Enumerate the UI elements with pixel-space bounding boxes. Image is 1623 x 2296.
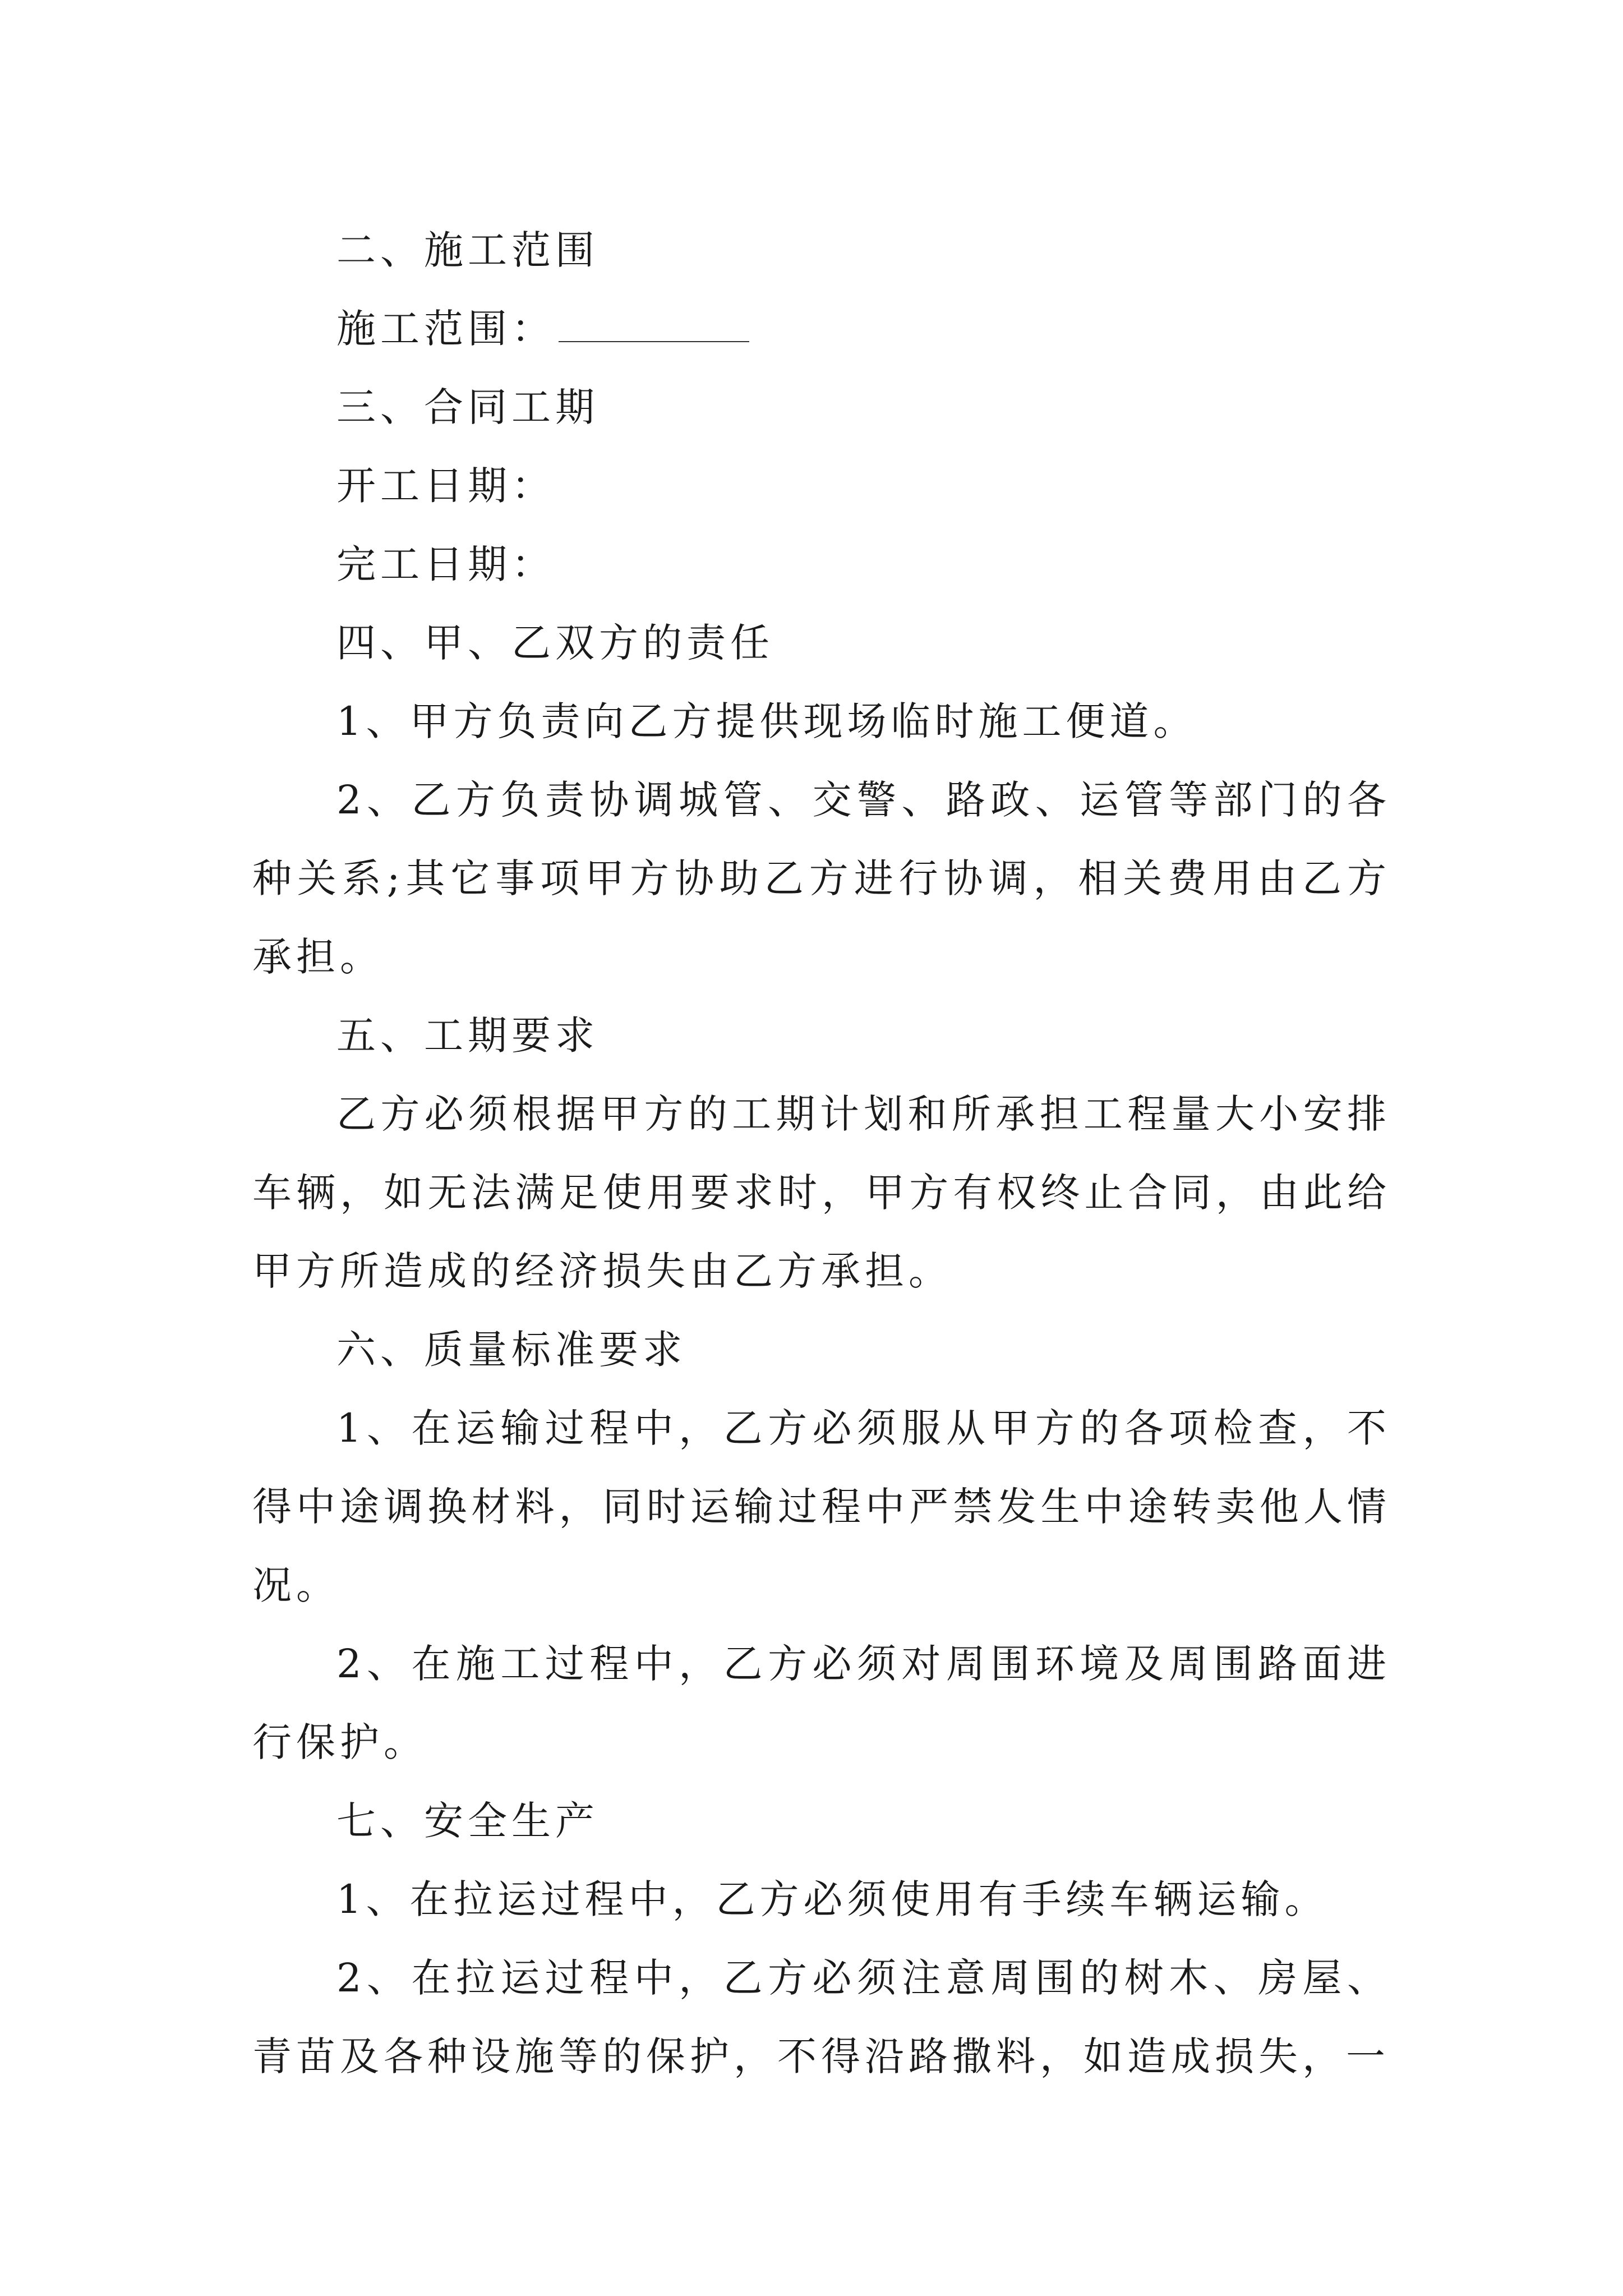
safety-item-2: 2、在拉运过程中，乙方必须注意周围的树木、房屋、青苗及各种设施等的保护，不得沿路撒料，如造成损失，一	[252, 1955, 1391, 2079]
responsibility-item-1: 1、甲方负责向乙方提供现场临时施工便道。	[336, 698, 1197, 744]
scope-blank-line	[559, 341, 749, 342]
section-heading-quality: 六、质量标准要求	[336, 1327, 686, 1373]
section-heading-scope: 二、施工范围	[336, 227, 599, 273]
schedule-paragraph: 乙方必须根据甲方的工期计划和所承担工程量大小安排车辆，如无法满足使用要求时，甲方有权终止合同，由此给甲方所造成的经济损失由乙方承担。	[252, 1091, 1391, 1294]
section-heading-safety: 七、安全生产	[336, 1798, 599, 1844]
responsibility-item-2: 2、乙方负责协调城管、交警、路政、运管等部门的各种关系;其它事项甲方协助乙方进行协调，相关费用由乙方承担。	[252, 777, 1391, 980]
safety-item-1: 1、在拉运过程中，乙方必须使用有手续车辆运输。	[336, 1876, 1329, 1922]
section-heading-period: 三、合同工期	[336, 384, 599, 430]
scope-label: 施工范围：	[336, 306, 555, 352]
start-date-line: 开工日期：	[336, 463, 555, 509]
end-date-line: 完工日期：	[336, 541, 555, 587]
section-heading-schedule: 五、工期要求	[336, 1013, 599, 1059]
quality-item-2: 2、在施工过程中，乙方必须对周围环境及周围路面进行保护。	[252, 1641, 1391, 1765]
scope-line	[252, 289, 1391, 368]
section-heading-responsibilities: 四、甲、乙双方的责任	[336, 620, 774, 666]
contract-body	[252, 211, 1391, 2096]
quality-item-1: 1、在运输过程中，乙方必须服从甲方的各项检查，不得中途调换材料，同时运输过程中严禁发生中途转卖他人情况。	[252, 1405, 1391, 1608]
